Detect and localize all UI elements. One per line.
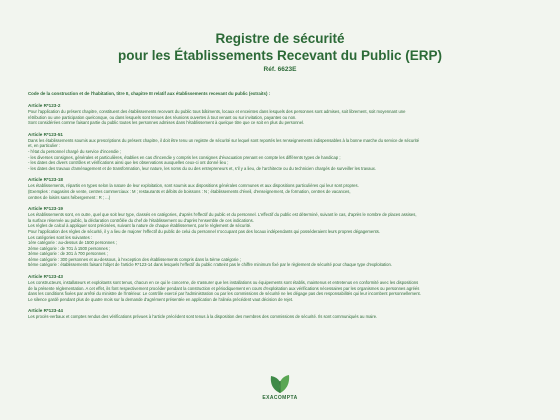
- leaf-logo-icon: [267, 372, 293, 394]
- article-section: [28, 177, 532, 200]
- article-line: 1ère catégorie : au-dessus de 1500 personnes ;: [28, 240, 117, 246]
- article-section: [28, 308, 532, 320]
- article-line: Le silence gardé pendant plus de quatre mois sur la demande d'agrément présentée en application de l'alinéa précédent vaut décision de rejet.: [28, 296, 294, 302]
- article-heading: Article R*123-2: [28, 103, 61, 108]
- article-line: - les dates des travaux d'aménagement et de transformation, leur nature, les noms du ou des entrepreneurs et, s'il y a lieu, de l'architecte ou du technicien chargés de surveiller les travaux.: [28, 165, 377, 171]
- article-line: Les établissements sont, en outre, quel que soit leur type, classés en catégories, d'après l'effectif du public et du personnel. L'effectif du public est déterminé, suivant le cas, d'après le nombre de places assises,: [28, 212, 417, 218]
- article-line: Les règles de calcul à appliquer sont précisées, suivant la nature de chaque établissement, par le règlement de sécurité.: [28, 223, 252, 229]
- article-heading: Article R*123-43: [28, 274, 63, 280]
- title-line-2: pour les Établissements Recevant du Public (ERP): [117, 48, 443, 63]
- article-line: Dans les établissements soumis aux prescriptions du présent chapitre, il doit être tenu un registre de sécurité sur lequel sont reportés les renseignements indispensables à la bonne marche du service de sécurité: [28, 137, 420, 143]
- article-line: dans les conditions fixées par arrêté du ministre de l'intérieur. Le contrôle exercé par l'administration ou par les commissions de sécurité ne les dégage pas des responsabilités qui leur incombent personnellement.: [28, 291, 421, 297]
- article-section: [28, 132, 532, 172]
- article-line: 3ème catégorie : de 301 à 700 personnes ;: [28, 251, 108, 257]
- article-line: 2ème catégorie : de 701 à 1500 personnes ;: [28, 245, 111, 251]
- article-line: 4ème catégorie : 300 personnes et au-dessous, à l'exception des établissements compris dans la 5ème catégorie ;: [28, 256, 241, 262]
- article-heading: Article R*123-51: [28, 131, 63, 137]
- article-line: Pour l'application des règles de sécurité, il y a lieu de majorer l'effectif du public de celui du personnel n'occupant pas des locaux indépendants qui posséderaient leurs propres dégagements.: [28, 228, 380, 234]
- article-line: (Exemples : magasins de vente, centres commerciaux : M ; restaurants et débits de boissons : N ; établissements d'éveil, d'enseignement, de formation, centres de vacances,: [28, 188, 351, 194]
- article-line: - l'état du personnel chargé du service d'incendie ;: [28, 148, 122, 154]
- article-line: Les établissements, répartis en types selon la nature de leur exploitation, sont soumis aux dispositions générales communes et aux dispositions particulières qui leur sont propres.: [28, 183, 359, 189]
- article-line: 5ème catégorie : établissements faisant l'objet de l'article R*123-14 dans lesquels l'effectif du public n'atteint pas le chiffre minimum fixé par le règlement de sécurité pour chaque type d'exploitation.: [28, 262, 392, 268]
- article-line: Pour l'application du présent chapitre, constituent des établissements recevant du public tous bâtiments, locaux et enceintes dans lesquels des personnes sont admises, soit librement, soit moyennant une: [28, 109, 406, 114]
- article-line: Les catégories sont les suivantes :: [28, 234, 93, 240]
- article-section: [28, 274, 532, 302]
- article-line: rétribution ou une participation quelconque, ou dans lesquels sont tenues des réunions ouvertes à tout venant ou sur invitation, payantes ou non.: [28, 114, 297, 120]
- article-section: [28, 206, 532, 268]
- article-heading: Article R*123-18: [28, 177, 63, 183]
- article-heading: Article R*123-44: [28, 308, 63, 314]
- article-line: Les constructeurs, installateurs et exploitants sont tenus, chacun en ce qui le concerne, de s'assurer que les installations ou équipements sont établis, maintenus et entretenus en conformité avec les dispositions: [28, 280, 419, 286]
- reference-number: Réf. 6623E: [263, 66, 297, 73]
- article-line: - les diverses consignes, générales et particulières, établies en cas d'incendie y compris les consignes d'évacuation prenant en compte les différents types de handicap ;: [28, 154, 341, 160]
- title-block: [28, 30, 532, 73]
- title-line-1: Registre de sécurité: [215, 31, 345, 46]
- article-line: la surface réservée au public, la déclaration contrôlée du chef de l'établissement ou d'après l'ensemble de ces indications.: [28, 217, 254, 223]
- brand-name: EXACOMPTA: [262, 395, 298, 401]
- articles-list: [28, 103, 532, 320]
- article-heading: Article R*123-19: [28, 206, 63, 212]
- article-line: centres de loisirs sans hébergement : R ; ...): [28, 194, 111, 200]
- article-line: et, en particulier :: [28, 143, 61, 149]
- article-section: [28, 103, 532, 126]
- article-line: Sont considérées comme faisant partie du public toutes les personnes admises dans l'établissement à quelque titre que ce soit en plus du personnel.: [28, 120, 305, 126]
- article-line: - les dates des divers contrôles et vérifications ainsi que les observations auxquelles ceux-ci ont donné lieu ;: [28, 160, 229, 166]
- article-line: de la présente réglementation. A cet effet, ils font respectivement procéder pendant la construction et périodiquement en cours d'exploitation aux vérifications nécessaires par les organismes ou personnes agréés: [28, 285, 420, 291]
- intro-text: Code de la construction et de l'habitation, titre II, chapitre III relatif aux établissements recevant du public (extraits) :: [28, 91, 271, 96]
- article-line: Les procès-verbaux et comptes rendus des vérifications prévues à l'article précédent sont tenus à la disposition des membres des commissions de sécurité. Ils sont communiqués au maire.: [28, 314, 378, 320]
- brand-logo: [254, 372, 306, 401]
